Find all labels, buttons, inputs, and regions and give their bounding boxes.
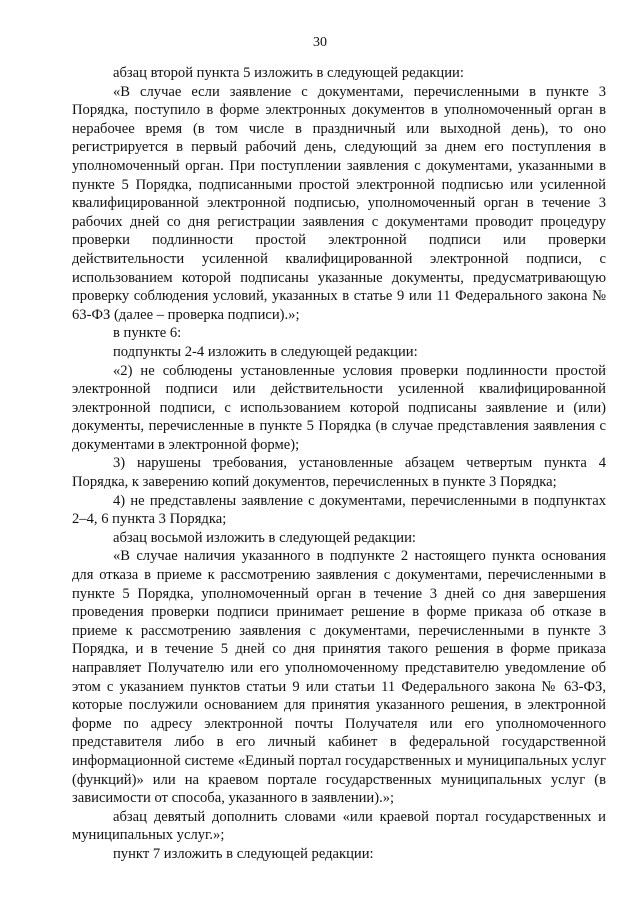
document-body	[72, 64, 606, 864]
paragraph-10: абзац девятый дополнить словами «или краевой портал государственных и муниципальных услуг.»;	[72, 808, 606, 844]
page-number: 30	[313, 35, 327, 50]
paragraph-9: «В случае наличия указанного в подпункте 2 настоящего пункта основания для отказа в приеме к рассмотрению заявления с документами, перечисленными в пункте 5 Порядка, уполномоченный орган в течение 3 дней со дня завершения проведения проверки подписи принимает решение в форме приказа об отказе в приеме к рассмотрению заявления с документами, перечисленными в пункте 3 Порядка, и в течение 5 дней со дня принятия такого решения в форме приказа направляет Получателю или его уполномоченному представителю уведомление об этом с указанием пунктов статьи 9 или статьи 11 Федерального закона № 63-ФЗ, которые послужили основанием для принятия указанного решения, в электронной форме по адресу электронной почты Получателя или его уполномоченного представителя либо в его личный кабинет в федеральной государственной информационной системе «Единый портал государственных и муниципальных услуг (функций)» или на краевом портале государственных муниципальных услуг (в зависимости от способа, указанного в заявлении).»;	[72, 548, 606, 807]
paragraph-7: 4) не представлены заявление с документами, перечисленными в подпунктах 2–4, 6 пункта 3 Порядка;	[72, 492, 606, 528]
paragraph-11: пункт 7 изложить в следующей редакции:	[113, 845, 374, 862]
paragraph-1: абзац второй пункта 5 изложить в следующей редакции:	[113, 65, 464, 81]
paragraph-2: «В случае если заявление с документами, перечисленными в пункте 3 Порядка, поступило в форме электронных документов в уполномоченный орган в нерабочее время (в том числе в праздничный или выходной день), то оно регистрируется в первый рабочий день, следующий за днем его поступления в уполномоченный орган. При поступлении заявления с документами, указанными в пункте 5 Порядка, подписанными простой электронной подписью или усиленной квалифицированной электронной подписью, уполномоченный орган в течение 3 рабочих дней со дня регистрации заявления с документами проводит процедуру проверки подлинности простой электронной подписи или проверки действительности усиленной квалифицированной электронной подписи, с использованием которой подписаны указанные документы, предусматривающую проверку соблюдения условий, указанных в статье 9 или 11 Федерального закона № 63-ФЗ (далее – проверка подписи).»;	[72, 83, 606, 323]
paragraph-6: 3) нарушены требования, установленные абзацем четвертым пункта 4 Порядка, к заверению копий документов, перечисленных в пункте 3 Порядка;	[72, 455, 606, 491]
paragraph-4: подпункты 2-4 изложить в следующей редакции:	[113, 343, 418, 360]
paragraph-8: абзац восьмой изложить в следующей редакции:	[113, 529, 416, 546]
paragraph-3: в пункте 6:	[113, 325, 182, 342]
paragraph-5: «2) не соблюдены установленные условия проверки подлинности простой электронной подписи или действительности усиленной квалифицированной электронной подписи, с использованием которой подписаны заявление и (или) документы, перечисленные в пункте 5 Порядка (в случае представления заявления с документами в электронной форме);	[72, 362, 606, 453]
